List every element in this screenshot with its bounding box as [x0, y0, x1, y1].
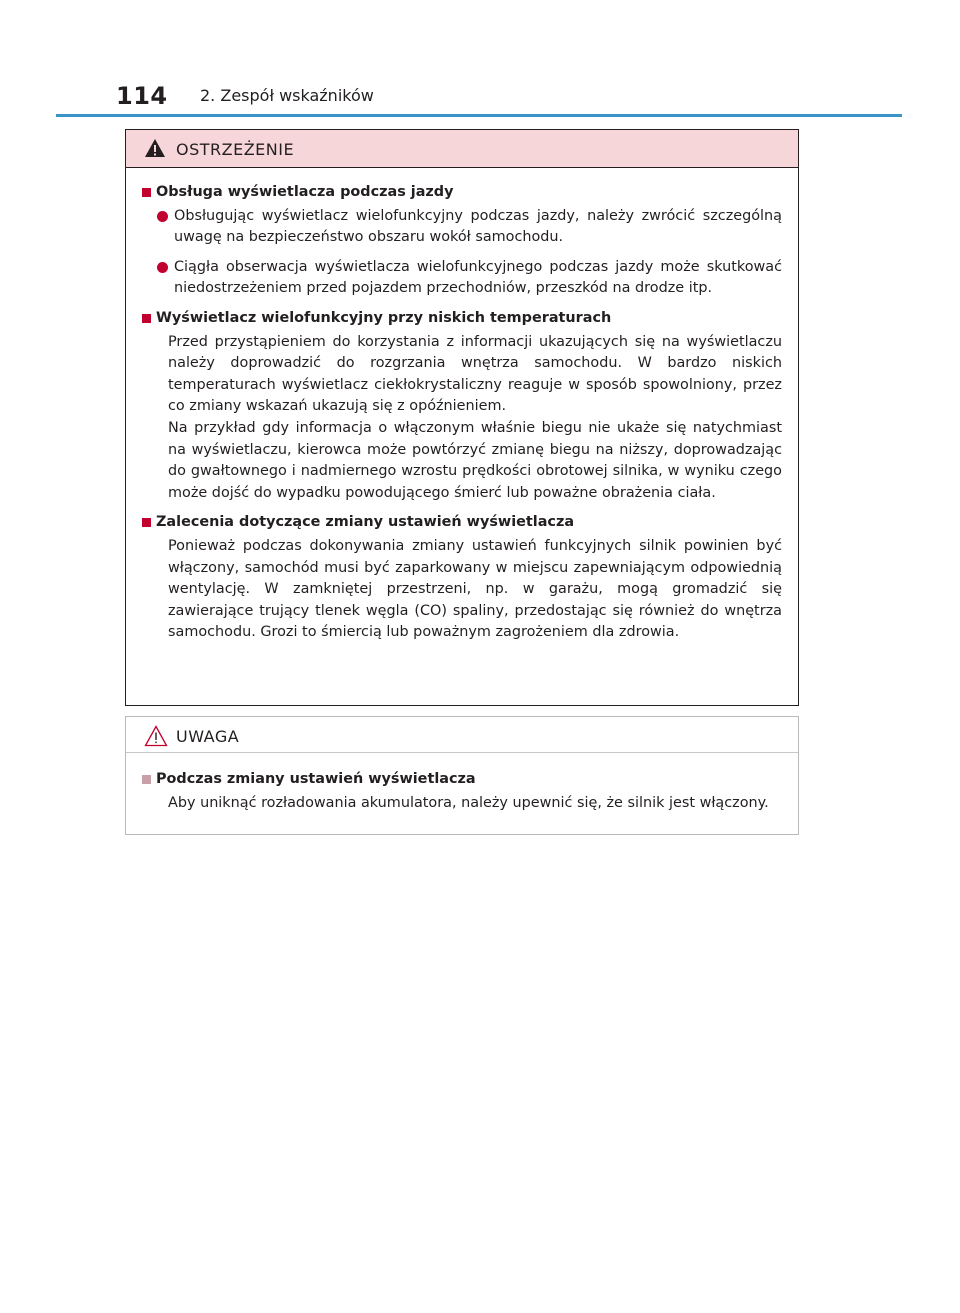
- section-paragraph: Przed przystąpieniem do korzystania z informacji ukazujących się na wyświetlaczu należy doprowadzić do rozgrzania wnętrza samochodu. W bardzo niskich temperaturach wyświetlacz ciekłokrystaliczny reaguje w sposób spowolniony, przez co zmiany wskazań ukazują się z opóźnieniem.: [168, 333, 782, 415]
- round-bullet-icon: [157, 262, 168, 273]
- chapter-title: 2. Zespół wskaźników: [200, 86, 374, 105]
- square-bullet-icon: [142, 518, 151, 527]
- warning-box: [125, 129, 799, 706]
- notice-title: UWAGA: [176, 727, 240, 746]
- section-heading: Obsługa wyświetlacza podczas jazdy: [142, 182, 782, 204]
- notice-header: [126, 717, 798, 753]
- warning-header: [126, 130, 798, 168]
- section-paragraph: Na przykład gdy informacja o włączonym właśnie biegu nie ukaże się natychmiast na wyświetlaczu, kierowca może powtórzyć zmianę biegu na niższy, doprowadzając do gwałtownego i nadmiernego wzrostu prędkości obrotowej silnika, w wyniku czego może dojść do wypadku powodującego śmierć lub poważne obrażenia ciała.: [168, 419, 782, 501]
- warning-title: OSTRZEŻENIE: [176, 140, 295, 159]
- square-bullet-icon: [142, 314, 151, 323]
- bullet-item: Obsługując wyświetlacz wielofunkcyjny podczas jazdy, należy zwrócić szczególną uwagę na bezpieczeństwo obszaru wokół samochodu.: [142, 206, 782, 249]
- square-bullet-icon: [142, 188, 151, 197]
- caution-triangle-icon: [144, 725, 168, 747]
- section-paragraph: Aby uniknąć rozładowania akumulatora, należy upewnić się, że silnik jest włączony.: [168, 794, 769, 811]
- notice-body: [126, 753, 798, 814]
- bullet-item: Ciągła obserwacja wyświetlacza wielofunkcyjnego podczas jazdy może skutkować niedostrzeżeniem przed pojazdem przechodniów, przeszkód na drodze itp.: [142, 257, 782, 300]
- square-bullet-icon: [142, 775, 151, 784]
- header-rule: [56, 114, 902, 117]
- round-bullet-icon: [157, 211, 168, 222]
- section-heading: Zalecenia dotyczące zmiany ustawień wyświetlacza: [142, 512, 782, 534]
- warning-body: [126, 168, 798, 644]
- page-header: [0, 0, 960, 120]
- section-heading: Wyświetlacz wielofunkcyjny przy niskich temperaturach: [142, 308, 782, 330]
- notice-box: [125, 716, 799, 835]
- page-number: 114: [116, 82, 168, 110]
- section-heading: Podczas zmiany ustawień wyświetlacza: [142, 769, 782, 791]
- section-paragraph: Ponieważ podczas dokonywania zmiany ustawień funkcyjnych silnik powinien być włączony, samochód musi być zaparkowany w miejscu zapewniającym odpowiednią wentylację. W zamkniętej przestrzeni, np. w garażu, mogą gromadzić się zawierające trujący tlenek węgla (CO) spaliny, przedostając się również do wnętrza samochodu. Grozi to śmiercią lub poważnym zagrożeniem dla zdrowia.: [168, 537, 782, 641]
- warning-triangle-icon: [144, 138, 166, 158]
